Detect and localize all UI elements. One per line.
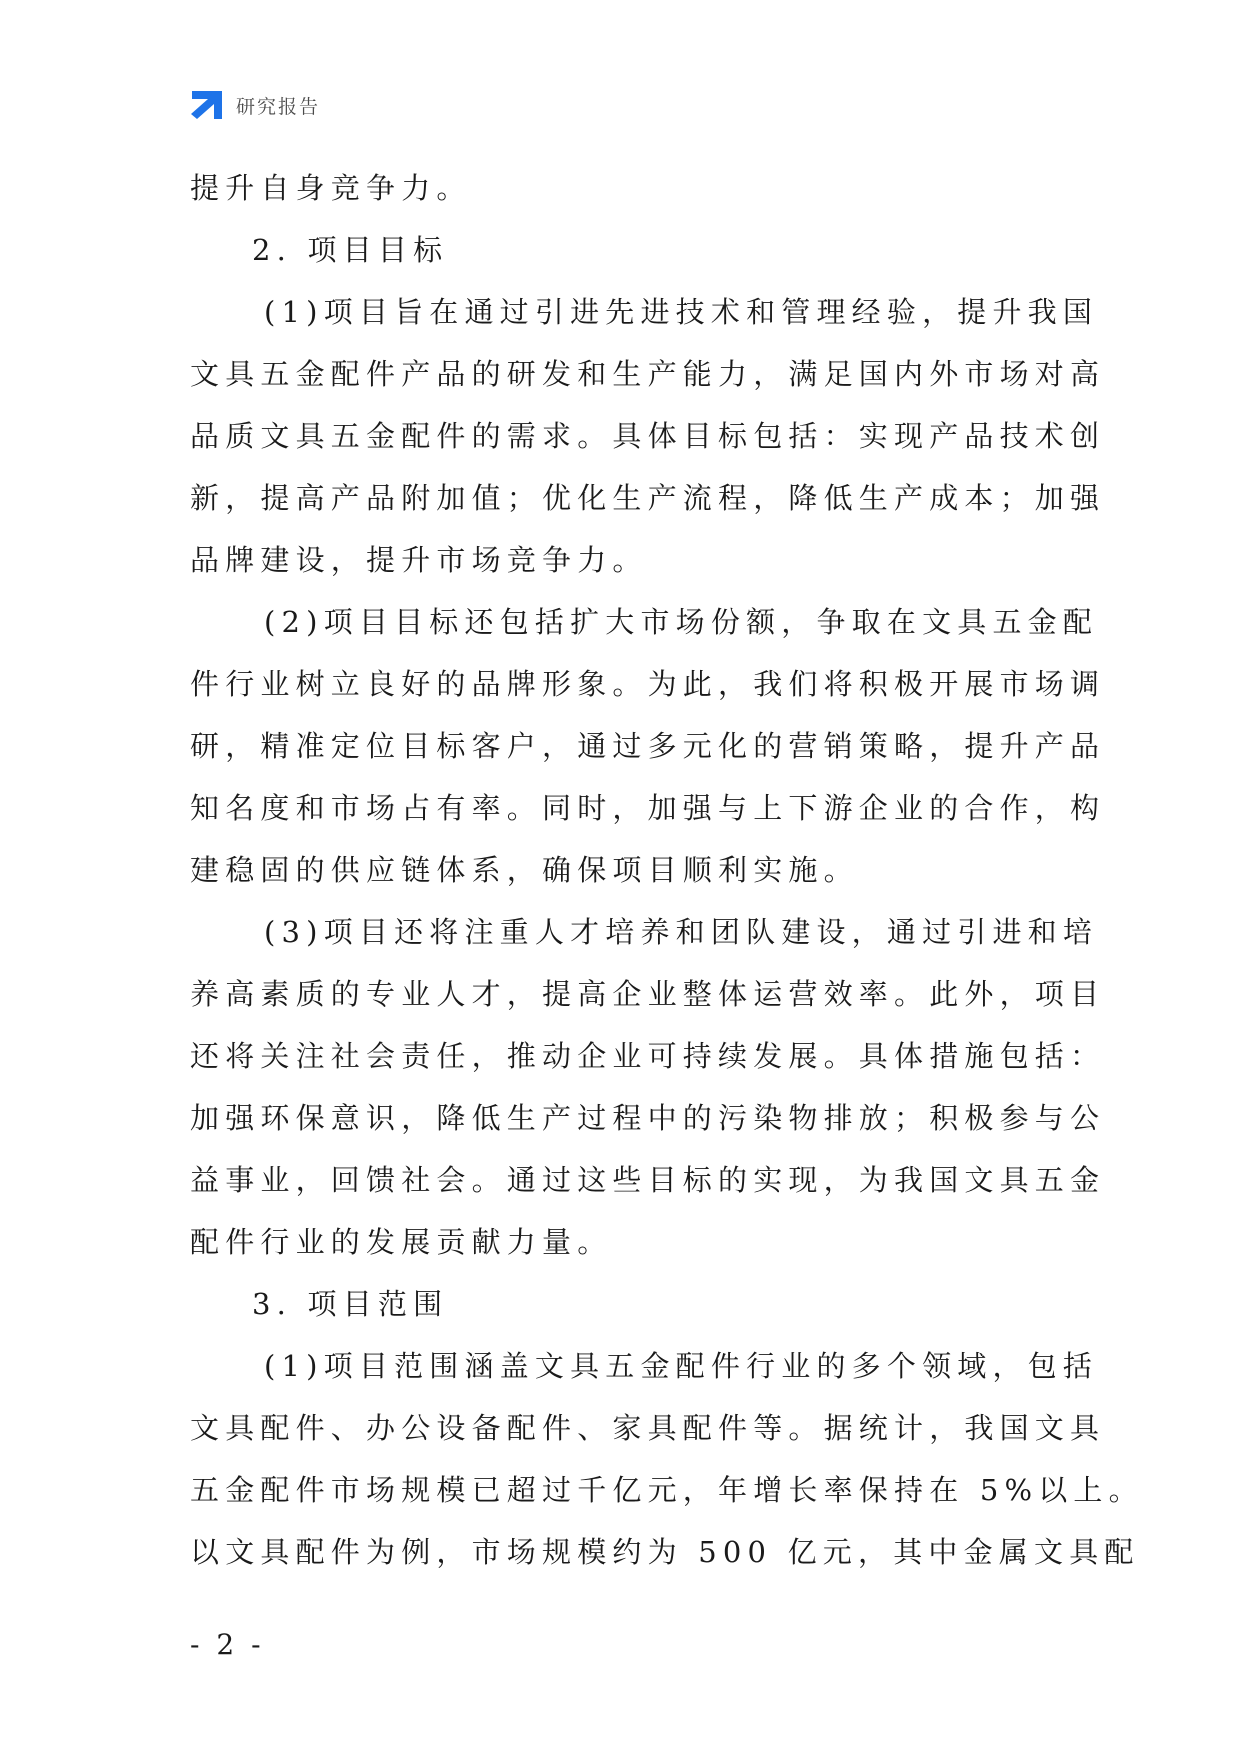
body-line: 以文具配件为例，市场规模约为 500 亿元，其中金属文具配 <box>190 1535 1140 1569</box>
paragraph-start-line: (1)项目范围涵盖文具五金配件行业的多个领域，包括 <box>264 1349 1099 1383</box>
paragraph-start-line: (2)项目目标还包括扩大市场份额，争取在文具五金配 <box>264 605 1099 639</box>
report-header <box>190 88 320 122</box>
body-line: 品牌建设，提升市场竞争力。 <box>190 543 648 577</box>
body-line: 提升自身竞争力。 <box>190 171 472 205</box>
body-line: 新，提高产品附加值；优化生产流程，降低生产成本；加强 <box>190 481 1106 515</box>
section-heading-project-scope: 3. 项目范围 <box>252 1287 449 1321</box>
body-line: 养高素质的专业人才，提高企业整体运营效率。此外，项目 <box>190 977 1106 1011</box>
page-number: - 2 - <box>190 1628 265 1661</box>
document-body <box>190 157 1144 1583</box>
body-line: 文具配件、办公设备配件、家具配件等。据统计，我国文具 <box>190 1411 1106 1445</box>
body-line: 研，精准定位目标客户，通过多元化的营销策略，提升产品 <box>190 729 1106 763</box>
body-line: 品质文具五金配件的需求。具体目标包括：实现产品技术创 <box>190 419 1106 453</box>
paragraph-start-line: (3)项目还将注重人才培养和团队建设，通过引进和培 <box>264 915 1099 949</box>
section-heading-project-goals: 2. 项目目标 <box>252 233 449 267</box>
body-line: 五金配件市场规模已超过千亿元，年增长率保持在 5%以上。 <box>190 1473 1144 1507</box>
body-line: 文具五金配件产品的研发和生产能力，满足国内外市场对高 <box>190 357 1106 391</box>
body-line: 件行业树立良好的品牌形象。为此，我们将积极开展市场调 <box>190 667 1106 701</box>
diagonal-arrow-logo-icon <box>190 89 224 121</box>
body-line: 加强环保意识，降低生产过程中的污染物排放；积极参与公 <box>190 1101 1106 1135</box>
body-line: 建稳固的供应链体系，确保项目顺利实施。 <box>190 853 859 887</box>
paragraph-start-line: (1)项目旨在通过引进先进技术和管理经验，提升我国 <box>264 295 1099 329</box>
body-line: 配件行业的发展贡献力量。 <box>190 1225 613 1259</box>
body-line: 还将关注社会责任，推动企业可持续发展。具体措施包括： <box>190 1039 1106 1073</box>
body-line: 知名度和市场占有率。同时，加强与上下游企业的合作，构 <box>190 791 1106 825</box>
body-line: 益事业，回馈社会。通过这些目标的实现，为我国文具五金 <box>190 1163 1106 1197</box>
header-title: 研究报告 <box>236 95 321 118</box>
